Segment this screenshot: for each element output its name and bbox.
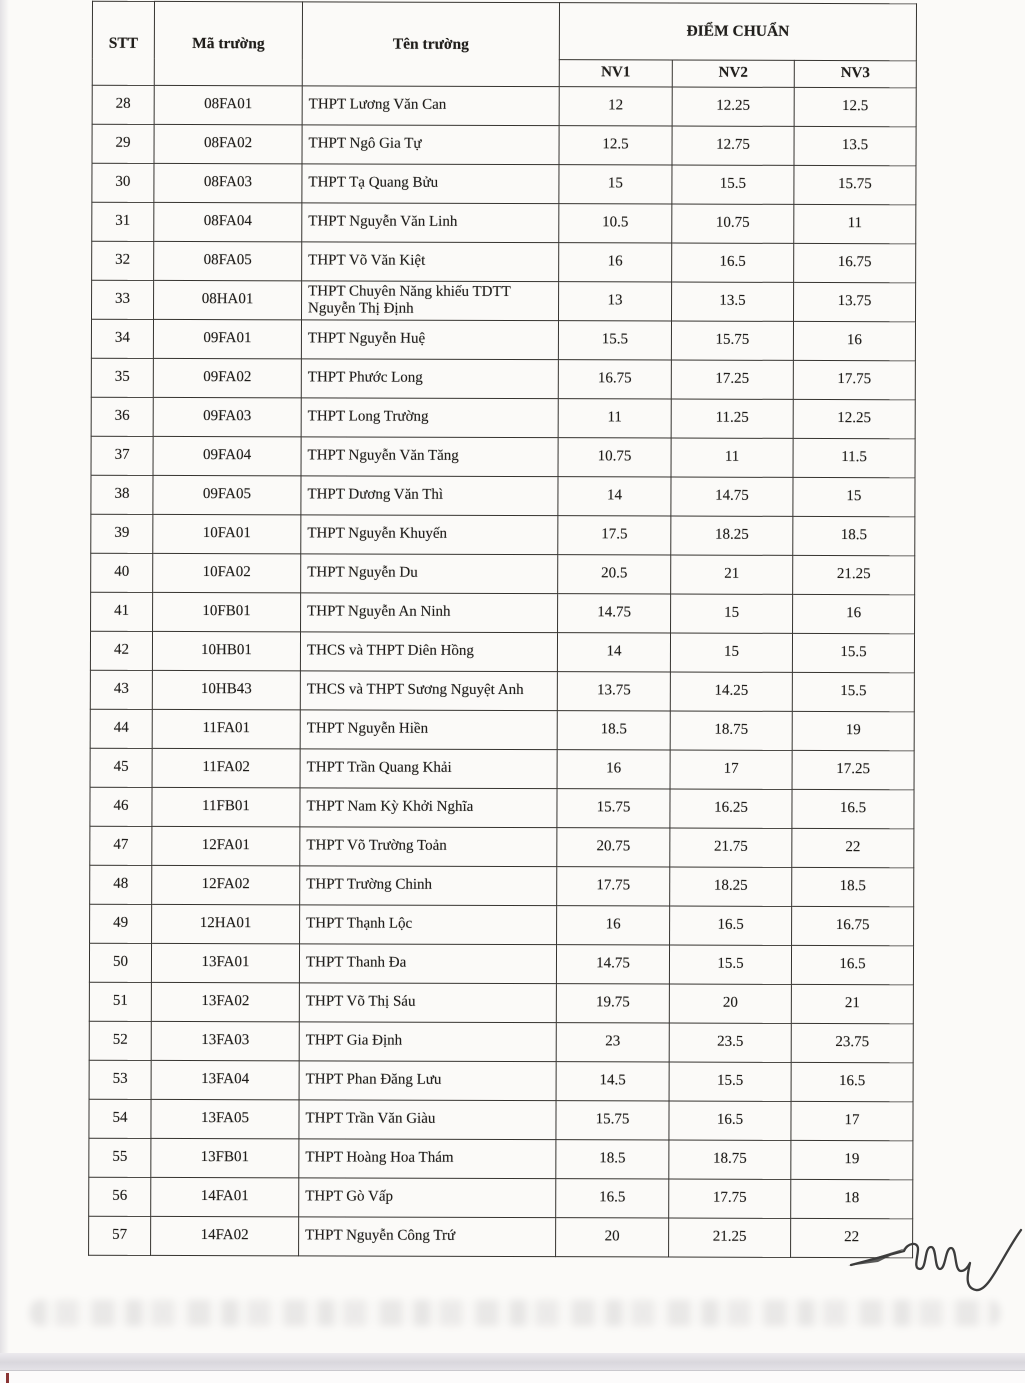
table-row <box>90 631 914 673</box>
cell-nv3: 13.75 <box>793 282 915 321</box>
col-header-nv1: NV1 <box>559 60 672 87</box>
cell-nv3: 21.25 <box>793 555 915 594</box>
cell-nv3: 16.5 <box>791 1062 913 1101</box>
cell-nv2: 15.5 <box>672 165 794 204</box>
cell-nv2: 21.25 <box>669 1218 791 1257</box>
cell-nv2: 16.5 <box>672 243 794 282</box>
cell-stt: 32 <box>92 241 154 280</box>
cell-stt: 34 <box>91 319 153 358</box>
table-row <box>89 1138 913 1180</box>
cell-ten-truong: THPT Long Trường <box>301 398 558 438</box>
cell-stt: 56 <box>89 1177 151 1216</box>
cell-nv3: 15 <box>793 477 915 516</box>
cell-ten-truong: THPT Gia Định <box>299 1022 556 1062</box>
cell-ma-truong: 08HA01 <box>154 280 302 319</box>
cell-nv3: 15.5 <box>792 633 914 672</box>
cell-ma-truong: 12FA02 <box>152 865 300 904</box>
cell-ma-truong: 14FA02 <box>151 1216 299 1255</box>
cell-stt: 43 <box>90 670 152 709</box>
table-row <box>89 1216 913 1258</box>
col-header-diem-chuan: ĐIỂM CHUẨN <box>559 3 916 61</box>
cell-nv1: 14.5 <box>556 1062 669 1101</box>
cell-nv3: 16.75 <box>792 906 914 945</box>
cell-ten-truong: THPT Lương Văn Can <box>302 86 559 126</box>
table-row <box>89 1099 913 1141</box>
cell-nv1: 23 <box>556 1023 669 1062</box>
header-row-top <box>92 1 916 61</box>
cell-nv1: 16.5 <box>556 1179 669 1218</box>
cell-nv2: 17.25 <box>671 360 793 399</box>
cell-nv2: 18.25 <box>670 867 792 906</box>
cell-stt: 42 <box>90 631 152 670</box>
cell-ten-truong: THPT Phước Long <box>301 359 558 399</box>
cell-ten-truong: THPT Chuyên Năng khiếu TDTT Nguyễn Thị Định <box>302 281 559 321</box>
cell-ma-truong: 11FA01 <box>152 709 300 748</box>
cell-ten-truong: THCS và THPT Diên Hồng <box>300 632 557 672</box>
cell-stt: 51 <box>89 982 151 1021</box>
cell-nv1: 16.75 <box>558 360 671 399</box>
red-mark <box>6 1373 9 1383</box>
cell-stt: 35 <box>91 358 153 397</box>
cell-nv1: 11 <box>558 399 671 438</box>
cell-nv1: 14 <box>557 633 670 672</box>
cell-ma-truong: 13FA03 <box>151 1021 299 1060</box>
cell-ten-truong: THPT Dương Văn Thì <box>301 476 558 516</box>
cell-stt: 52 <box>89 1021 151 1060</box>
cell-nv2: 13.5 <box>671 282 793 321</box>
cell-ma-truong: 10FA01 <box>153 514 301 553</box>
table-row <box>92 85 916 127</box>
cell-nv2: 23.5 <box>669 1023 791 1062</box>
table-row <box>91 475 915 517</box>
cell-ten-truong: THPT Trần Văn Giàu <box>299 1100 556 1140</box>
table-row <box>90 670 914 712</box>
cell-nv2: 18.75 <box>670 711 792 750</box>
cell-ten-truong: THPT Hoàng Hoa Thám <box>299 1139 556 1179</box>
bleed-through-smudge <box>30 1300 1000 1326</box>
cell-nv2: 11 <box>671 438 793 477</box>
cell-ma-truong: 12HA01 <box>152 904 300 943</box>
col-header-ma-truong: Mã trường <box>154 1 302 85</box>
cell-nv1: 17.75 <box>557 867 670 906</box>
admission-scores-table <box>88 1 917 1259</box>
cell-ten-truong: THPT Trần Quang Khải <box>300 749 557 789</box>
cell-ma-truong: 13FA02 <box>151 982 299 1021</box>
cell-nv1: 15 <box>559 165 672 204</box>
cell-nv2: 16.5 <box>669 1101 791 1140</box>
cell-nv3: 13.5 <box>794 126 916 165</box>
cell-nv1: 18.5 <box>557 711 670 750</box>
cell-ma-truong: 08FA02 <box>154 124 302 163</box>
cell-nv2: 18.25 <box>671 516 793 555</box>
cell-ma-truong: 11FB01 <box>152 787 300 826</box>
cell-nv3: 11 <box>794 204 916 243</box>
cell-stt: 29 <box>92 124 154 163</box>
cell-stt: 39 <box>91 514 153 553</box>
cell-ma-truong: 13FB01 <box>151 1138 299 1177</box>
cell-nv3: 18.5 <box>793 516 915 555</box>
cell-ma-truong: 11FA02 <box>152 748 300 787</box>
cell-nv3: 16.5 <box>791 945 913 984</box>
cell-nv1: 16 <box>557 906 670 945</box>
cell-nv3: 18 <box>791 1179 913 1218</box>
cell-nv2: 17 <box>670 750 792 789</box>
cell-ten-truong: THPT Ngô Gia Tự <box>302 125 559 165</box>
cell-nv1: 16 <box>559 243 672 282</box>
cell-stt: 40 <box>91 553 153 592</box>
cell-nv1: 20.75 <box>557 828 670 867</box>
cell-ten-truong: THPT Võ Thị Sáu <box>299 983 556 1023</box>
cell-stt: 31 <box>92 202 154 241</box>
cell-stt: 37 <box>91 436 153 475</box>
cell-nv1: 15.75 <box>556 1101 669 1140</box>
cell-ten-truong: THPT Gò Vấp <box>299 1178 556 1218</box>
cell-nv1: 16 <box>557 750 670 789</box>
cell-ten-truong: THPT Trường Chinh <box>300 866 557 906</box>
cell-nv1: 13 <box>558 282 671 321</box>
cell-stt: 41 <box>91 592 153 631</box>
cell-nv1: 13.75 <box>557 672 670 711</box>
next-page-edge <box>0 1370 1025 1383</box>
table-row <box>92 241 916 283</box>
table-row <box>90 709 914 751</box>
cell-nv2: 15.75 <box>671 321 793 360</box>
cell-ten-truong: THPT Phan Đăng Lưu <box>299 1061 556 1101</box>
table-row <box>91 553 915 595</box>
cell-nv1: 20 <box>556 1218 669 1257</box>
cell-nv1: 10.5 <box>559 204 672 243</box>
cell-ma-truong: 09FA01 <box>153 319 301 358</box>
cell-nv2: 15 <box>670 633 792 672</box>
cell-nv1: 12.5 <box>559 126 672 165</box>
cell-stt: 48 <box>90 865 152 904</box>
table-row <box>92 124 916 166</box>
cell-nv3: 15.5 <box>792 672 914 711</box>
col-header-stt: STT <box>92 1 154 85</box>
cell-ten-truong: THPT Tạ Quang Bửu <box>302 164 559 204</box>
cell-stt: 33 <box>92 280 154 319</box>
table-row <box>92 163 916 205</box>
cell-nv3: 21 <box>791 984 913 1023</box>
table-row <box>90 748 914 790</box>
cell-ten-truong: THPT Thạnh Lộc <box>300 905 557 945</box>
table-row <box>91 358 915 400</box>
cell-nv2: 10.75 <box>672 204 794 243</box>
cell-nv2: 21 <box>671 555 793 594</box>
cell-nv2: 12.25 <box>672 87 794 126</box>
cell-nv3: 19 <box>791 1140 913 1179</box>
table-row <box>91 319 915 361</box>
cell-ma-truong: 09FA05 <box>153 475 301 514</box>
cell-ma-truong: 09FA02 <box>153 358 301 397</box>
cell-ten-truong: THPT Nguyễn Công Trứ <box>299 1217 556 1257</box>
table-row <box>89 1177 913 1219</box>
cell-nv1: 14 <box>558 477 671 516</box>
cell-ma-truong: 08FA03 <box>154 163 302 202</box>
cell-nv3: 16 <box>793 321 915 360</box>
table-row <box>91 397 915 439</box>
cell-ma-truong: 13FA05 <box>151 1099 299 1138</box>
cell-ten-truong: THPT Võ Văn Kiệt <box>302 242 559 282</box>
cell-nv1: 18.5 <box>556 1140 669 1179</box>
cell-nv1: 19.75 <box>556 984 669 1023</box>
cell-stt: 38 <box>91 475 153 514</box>
cell-nv2: 12.75 <box>672 126 794 165</box>
cell-ten-truong: THPT Nam Kỳ Khởi Nghĩa <box>300 788 557 828</box>
cell-nv2: 20 <box>669 984 791 1023</box>
table-row <box>92 280 916 322</box>
cell-ten-truong: THPT Nguyễn Huệ <box>301 320 558 360</box>
cell-nv2: 15 <box>671 594 793 633</box>
cell-nv3: 16.75 <box>794 243 916 282</box>
cell-nv2: 16.5 <box>670 906 792 945</box>
cell-ma-truong: 08FA05 <box>154 241 302 280</box>
signature-scribble <box>818 1224 1023 1302</box>
cell-ten-truong: THPT Nguyễn Du <box>301 554 558 594</box>
cell-ma-truong: 12FA01 <box>152 826 300 865</box>
cell-ma-truong: 10HB43 <box>152 670 300 709</box>
cell-stt: 28 <box>92 85 154 124</box>
cell-nv1: 14.75 <box>558 594 671 633</box>
cell-nv1: 10.75 <box>558 438 671 477</box>
cell-ma-truong: 08FA04 <box>154 202 302 241</box>
cell-ma-truong: 08FA01 <box>154 85 302 124</box>
cell-stt: 46 <box>90 787 152 826</box>
cell-nv3: 16 <box>793 594 915 633</box>
page-gap <box>0 1353 1025 1370</box>
cell-ma-truong: 10FA02 <box>153 553 301 592</box>
cell-nv3: 23.75 <box>791 1023 913 1062</box>
cell-stt: 36 <box>91 397 153 436</box>
cell-nv2: 15.5 <box>669 945 791 984</box>
cell-ten-truong: THPT Nguyễn Văn Linh <box>302 203 559 243</box>
cell-nv3: 17.25 <box>792 750 914 789</box>
cell-nv3: 16.5 <box>792 789 914 828</box>
table-row <box>89 1060 913 1102</box>
cell-nv3: 11.5 <box>793 438 915 477</box>
cell-ten-truong: THPT Nguyễn An Ninh <box>301 593 558 633</box>
cell-ma-truong: 14FA01 <box>151 1177 299 1216</box>
cell-ma-truong: 13FA04 <box>151 1060 299 1099</box>
table-row <box>91 514 915 556</box>
cell-stt: 49 <box>90 904 152 943</box>
cell-ten-truong: THPT Nguyễn Khuyến <box>301 515 558 555</box>
table-row <box>89 982 913 1024</box>
table-row <box>90 787 914 829</box>
table-row <box>91 436 915 478</box>
cell-nv2: 17.75 <box>669 1179 791 1218</box>
cell-stt: 45 <box>90 748 152 787</box>
cell-nv1: 15.5 <box>558 321 671 360</box>
cell-stt: 55 <box>89 1138 151 1177</box>
cell-stt: 54 <box>89 1099 151 1138</box>
cell-nv3: 15.75 <box>794 165 916 204</box>
cell-stt: 57 <box>89 1216 151 1255</box>
cell-stt: 53 <box>89 1060 151 1099</box>
cell-stt: 44 <box>90 709 152 748</box>
cell-ma-truong: 10FB01 <box>153 592 301 631</box>
table-row <box>90 826 914 868</box>
col-header-nv3: NV3 <box>794 60 916 87</box>
cell-ma-truong: 10HB01 <box>152 631 300 670</box>
cell-nv1: 14.75 <box>556 945 669 984</box>
cell-nv2: 11.25 <box>671 399 793 438</box>
table-row <box>90 904 914 946</box>
cell-ten-truong: THPT Nguyễn Văn Tăng <box>301 437 558 477</box>
cell-ma-truong: 09FA03 <box>153 397 301 436</box>
cell-nv3: 22 <box>792 828 914 867</box>
cell-nv1: 17.5 <box>558 516 671 555</box>
cell-ten-truong: THPT Thanh Đa <box>299 944 556 984</box>
cell-nv1: 20.5 <box>558 555 671 594</box>
cell-nv2: 18.75 <box>669 1140 791 1179</box>
table-row <box>91 592 915 634</box>
cell-nv3: 17 <box>791 1101 913 1140</box>
cell-ten-truong: THPT Võ Trường Toản <box>300 827 557 867</box>
cell-nv3: 18.5 <box>792 867 914 906</box>
cell-nv3: 12.25 <box>793 399 915 438</box>
cell-stt: 50 <box>89 943 151 982</box>
cell-nv2: 16.25 <box>670 789 792 828</box>
cell-nv2: 21.75 <box>670 828 792 867</box>
cell-nv2: 14.75 <box>671 477 793 516</box>
cell-nv3: 17.75 <box>793 360 915 399</box>
cell-ma-truong: 09FA04 <box>153 436 301 475</box>
cell-nv1: 12 <box>559 87 672 126</box>
cell-ten-truong: THCS và THPT Sương Nguyệt Anh <box>300 671 557 711</box>
cell-nv3: 12.5 <box>794 87 916 126</box>
cell-nv3: 19 <box>792 711 914 750</box>
cell-nv2: 14.25 <box>670 672 792 711</box>
cell-stt: 47 <box>90 826 152 865</box>
col-header-ten-truong: Tên trường <box>302 2 559 87</box>
table-row <box>89 1021 913 1063</box>
table-row <box>92 202 916 244</box>
cell-nv3: 22 <box>791 1218 913 1257</box>
cell-ten-truong: THPT Nguyễn Hiền <box>300 710 557 750</box>
table-row <box>89 943 913 985</box>
cell-stt: 30 <box>92 163 154 202</box>
cell-nv2: 15.5 <box>669 1062 791 1101</box>
col-header-nv2: NV2 <box>672 60 794 87</box>
cell-ma-truong: 13FA01 <box>151 943 299 982</box>
cell-nv1: 15.75 <box>557 789 670 828</box>
table-row <box>90 865 914 907</box>
